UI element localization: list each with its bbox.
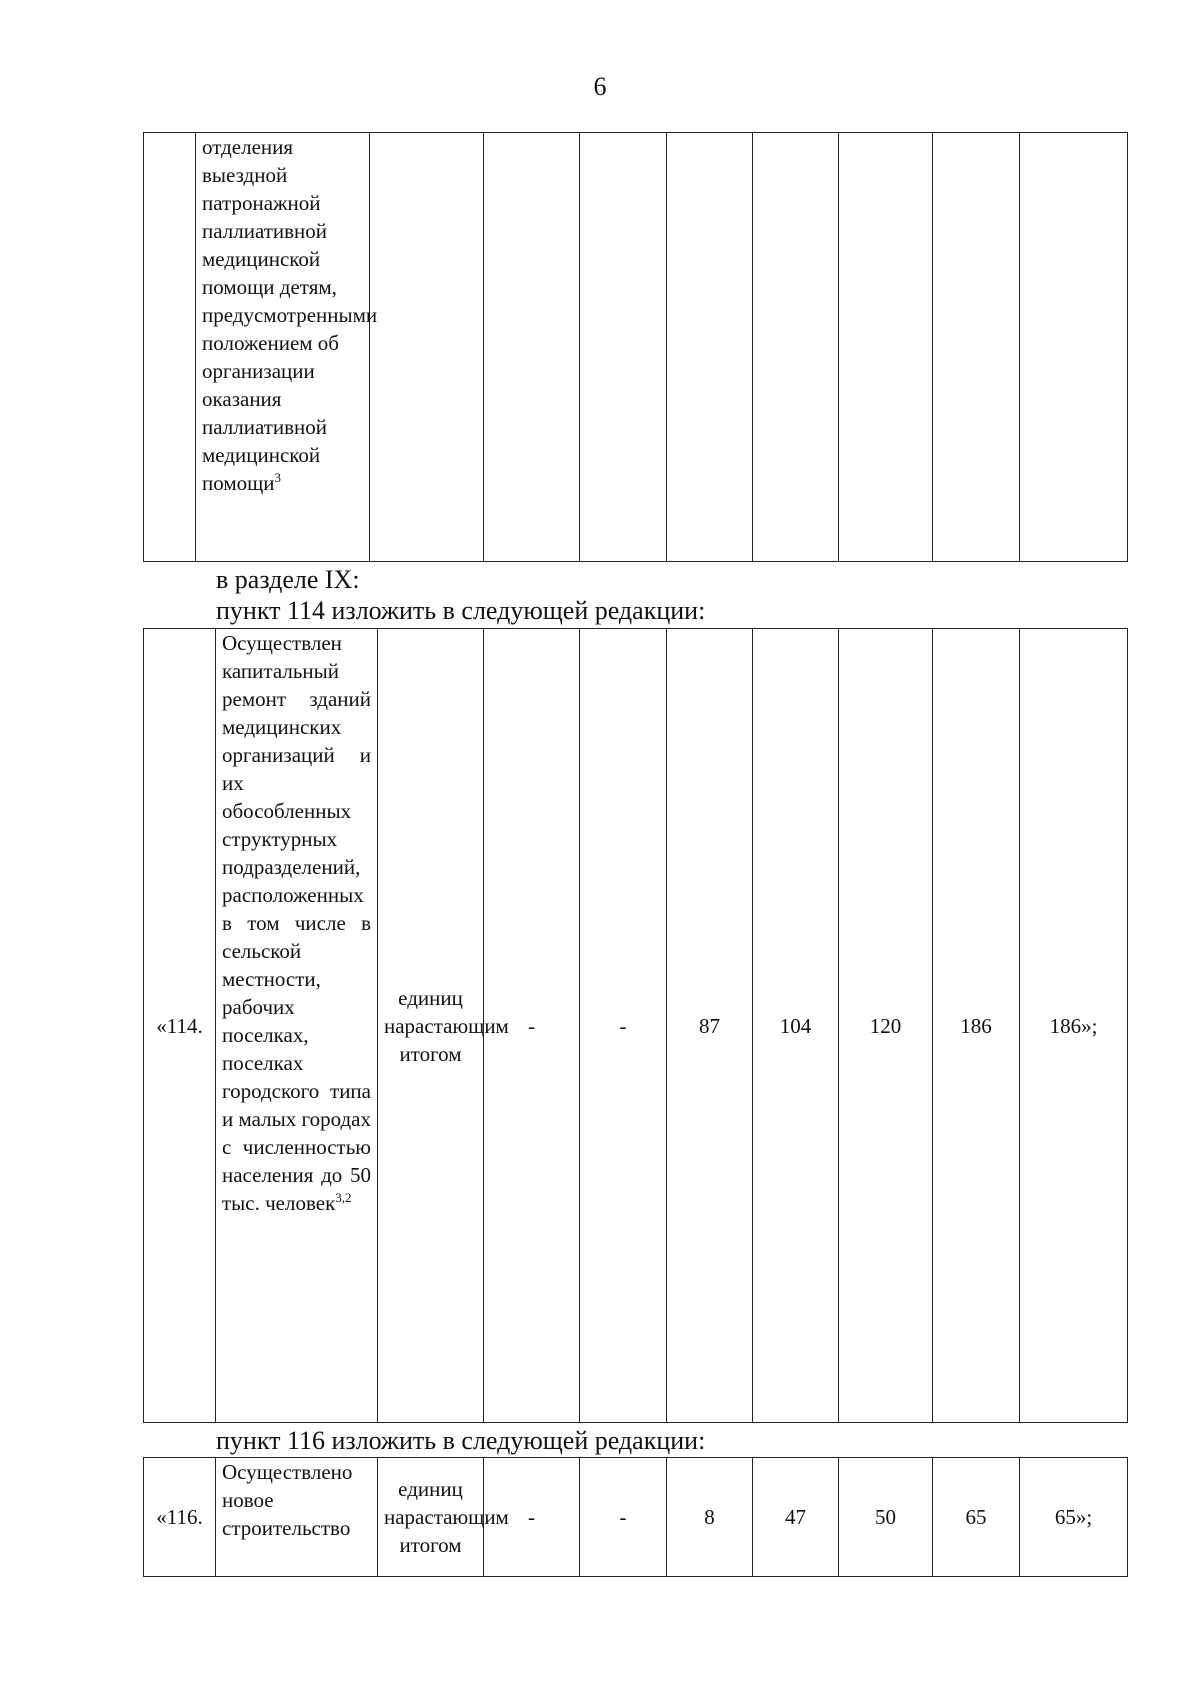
value-cell: 120: [839, 629, 933, 1423]
description-cell: [196, 133, 378, 562]
empty-cell: [144, 133, 196, 562]
empty-cell: [933, 133, 1020, 562]
section-instruction: в разделе IX:: [216, 565, 360, 594]
empty-cell: [753, 133, 839, 562]
item-114-instruction: пункт 114 изложить в следующей редакции:: [216, 596, 706, 625]
row-number: «116.: [144, 1458, 216, 1577]
row-number: «114.: [144, 629, 216, 1423]
value-cell: 87: [667, 629, 753, 1423]
value-cell: 8: [667, 1458, 753, 1577]
empty-cell: [839, 133, 933, 562]
value-cell: -: [484, 1458, 580, 1577]
unit-cell: единиц нарастающим итогом: [378, 629, 484, 1423]
empty-cell: [484, 133, 580, 562]
footnote-marker: 3: [274, 470, 282, 485]
value-cell: 50: [839, 1458, 933, 1577]
value-cell: 104: [753, 629, 839, 1423]
description-text: отделения выездной патронажной паллиативной медицинской помощи детям, предусмотренными положением об организации оказания паллиативной медицинской помощи: [202, 135, 378, 495]
value-cell: 186»;: [1020, 629, 1128, 1423]
unit-cell: единиц нарастающим итогом: [378, 1458, 484, 1577]
item-116-instruction: пункт 116 изложить в следующей редакции:: [216, 1426, 706, 1455]
value-cell: -: [580, 629, 667, 1423]
description-cell: [216, 629, 378, 1423]
continuation-table: [143, 132, 1128, 562]
value-cell: -: [484, 629, 580, 1423]
empty-cell: [1020, 133, 1128, 562]
value-cell: 47: [753, 1458, 839, 1577]
description-text: Осуществлен капитальный ремонт зданий медицинских организаций и их обособленных структурных подразделений, расположенных в том числе в сельской местности, рабочих поселках, поселках городского типа и малых городах с численностью населения до 50 тыс. человек: [222, 631, 371, 1215]
value-cell: -: [580, 1458, 667, 1577]
footnote-marker: 3,2: [335, 1190, 352, 1205]
value-cell: 186: [933, 629, 1020, 1423]
empty-cell: [370, 133, 484, 562]
page-number: 6: [593, 72, 607, 101]
description-cell: Осуществлено новое строительство: [216, 1458, 378, 1577]
item-116-table: [143, 1457, 1128, 1577]
empty-cell: [667, 133, 753, 562]
value-cell: 65: [933, 1458, 1020, 1577]
item-114-table: [143, 628, 1128, 1423]
empty-cell: [580, 133, 667, 562]
value-cell: 65»;: [1020, 1458, 1128, 1577]
